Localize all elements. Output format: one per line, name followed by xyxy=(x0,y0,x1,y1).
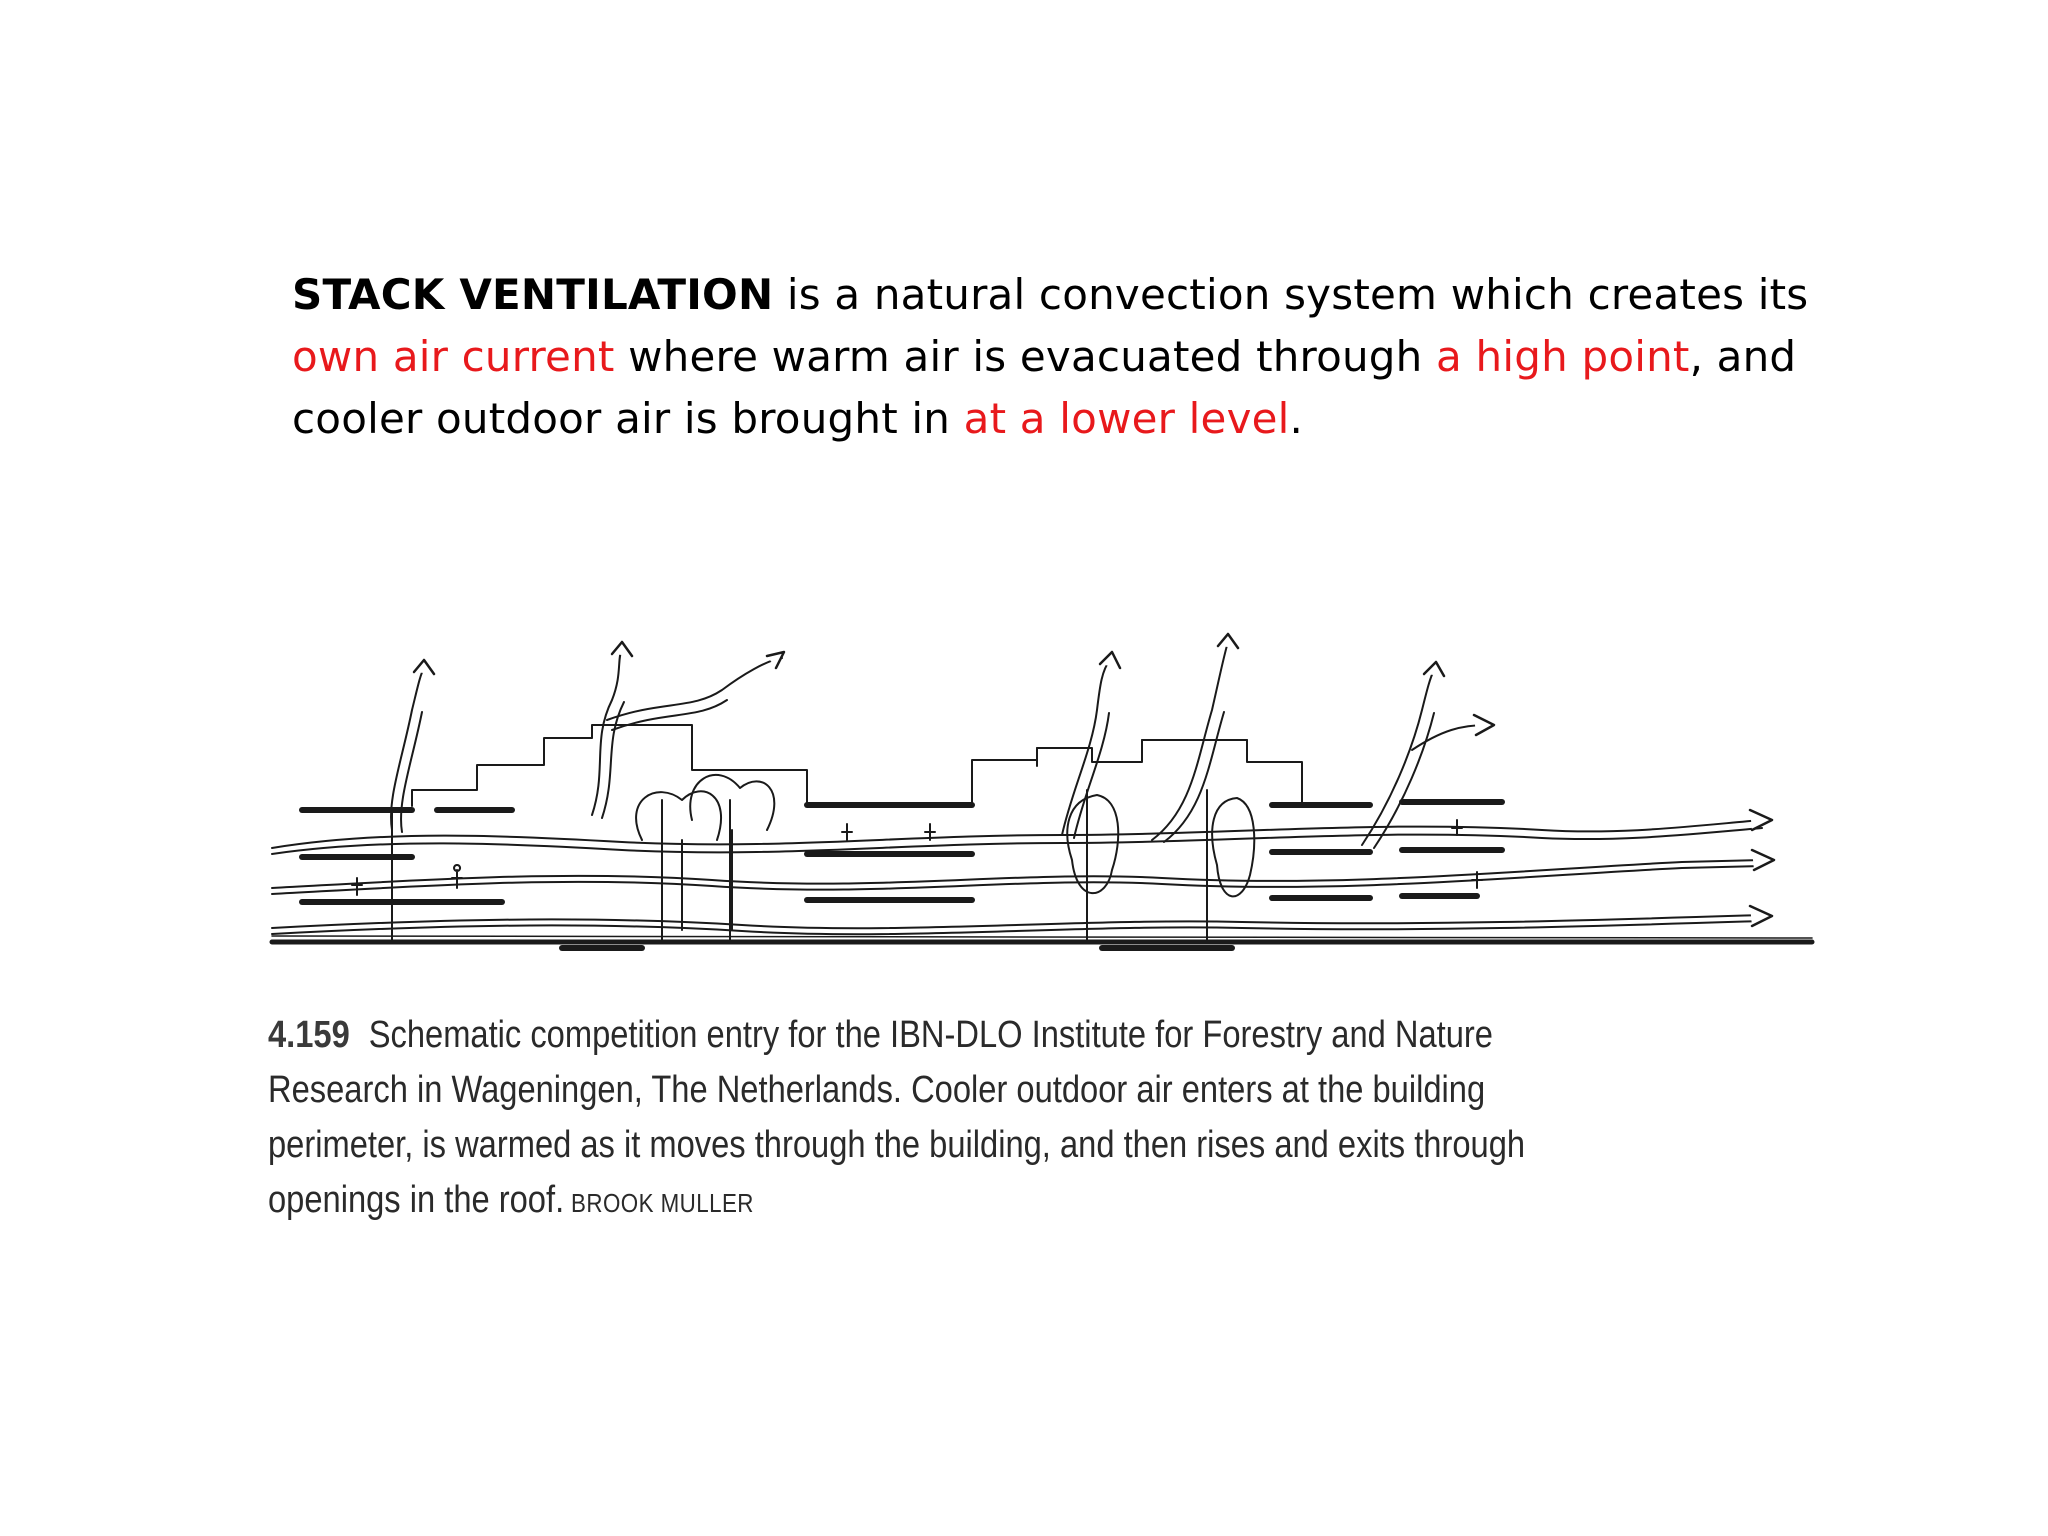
intro-text-1: is a natural convection system which creates its xyxy=(773,270,1809,319)
roof-profile xyxy=(972,740,1302,805)
caption-line-4: openings in the roof. BROOK MULLER xyxy=(268,1179,754,1221)
exhaust-arrow xyxy=(767,652,784,668)
outlet-arrow xyxy=(1752,850,1774,870)
rising-plume xyxy=(1362,670,1434,845)
tree xyxy=(636,791,721,840)
photo-credit: BROOK MULLER xyxy=(571,1188,754,1218)
term-stack-ventilation: STACK VENTILATION xyxy=(292,270,774,319)
stack-ventilation-sketch xyxy=(262,630,1822,970)
outlet-arrow xyxy=(1750,810,1772,830)
figure-number: 4.159 xyxy=(268,1014,350,1056)
intro-paragraph xyxy=(292,264,1852,450)
caption-line-3: perimeter, is warmed as it moves through the building, and then rises and exits through xyxy=(268,1124,1526,1166)
intro-text-2: where warm air is evacuated through xyxy=(614,332,1437,381)
highlight-high-point: a high point xyxy=(1436,332,1690,381)
tall-planter xyxy=(1067,795,1118,893)
rising-plume xyxy=(592,648,622,815)
person-figure xyxy=(842,824,852,840)
intro-text-4: . xyxy=(1289,394,1304,443)
caption-line-1: 4.159 Schematic competition entry for the IBN-DLO Institute for Forestry and Nature xyxy=(268,1014,1493,1056)
highlight-own-air-current: own air current xyxy=(292,332,615,381)
roof-profile xyxy=(412,725,807,806)
exhaust-arrow xyxy=(414,660,434,674)
rising-plume xyxy=(391,668,424,830)
rising-plume xyxy=(607,658,782,720)
person-figure xyxy=(352,878,362,895)
tree xyxy=(690,775,774,830)
exhaust-arrow xyxy=(1424,662,1444,676)
exhaust-arrow xyxy=(612,642,632,656)
highlight-lower-level: at a lower level xyxy=(963,394,1290,443)
intro-text-3: , and cooler outdoor air is brought in xyxy=(292,332,1797,443)
caption-line-2: Research in Wageningen, The Netherlands. Cooler outdoor air enters at the building xyxy=(268,1069,1486,1111)
exhaust-arrow xyxy=(1474,715,1494,735)
figure-caption xyxy=(268,1008,1524,1231)
outlet-arrow xyxy=(1750,906,1772,926)
exhaust-arrow xyxy=(1218,634,1238,648)
person-figure xyxy=(1452,820,1462,835)
exhaust-arrow xyxy=(1100,652,1120,668)
